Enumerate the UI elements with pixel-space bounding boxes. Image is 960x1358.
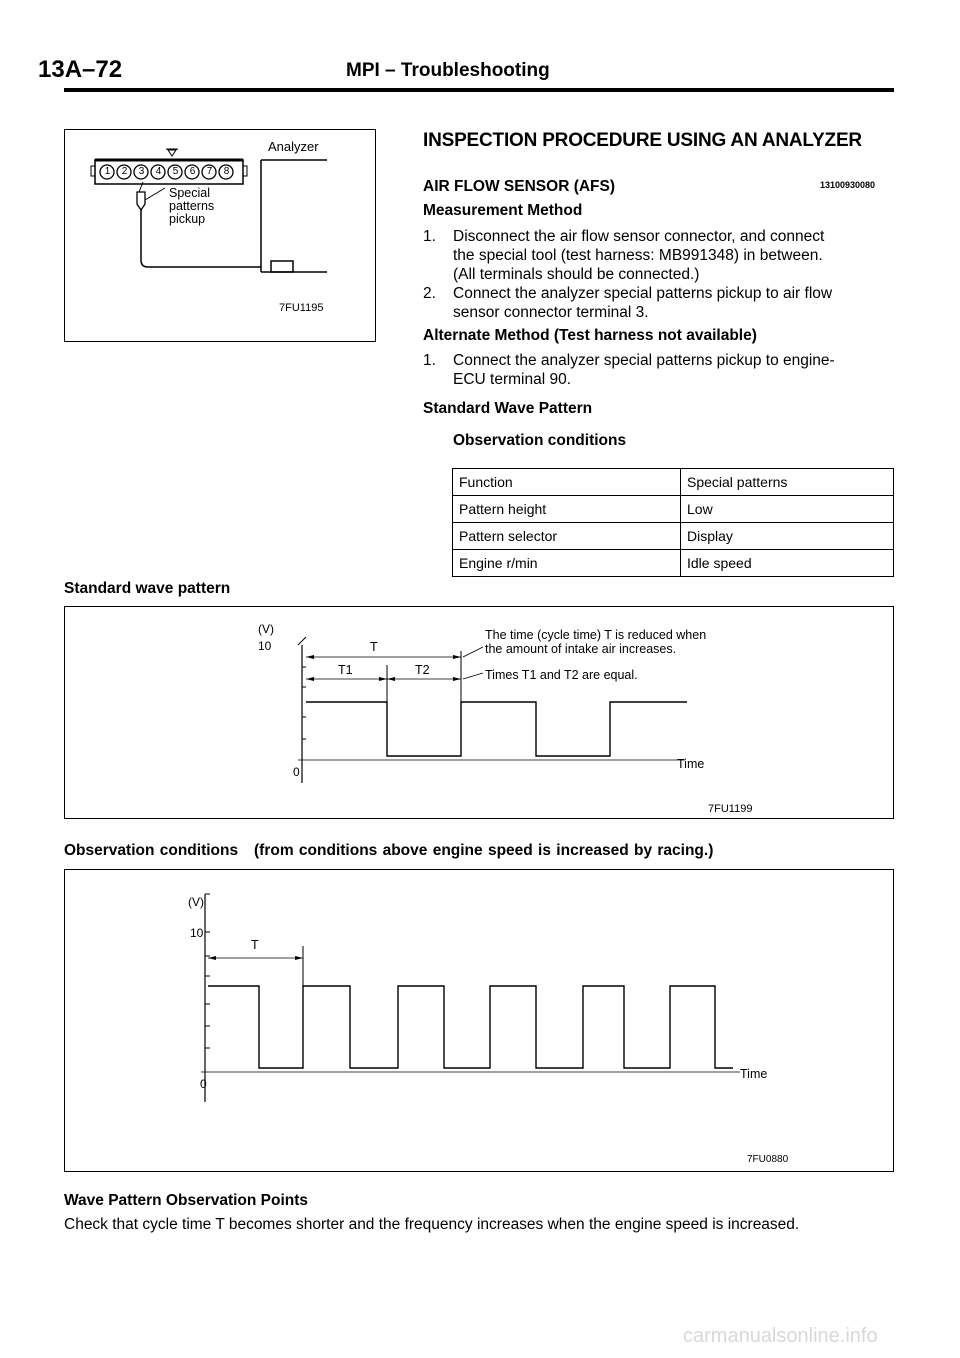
table-cell: Pattern selector: [453, 523, 681, 550]
wave2-y-zero: 0: [200, 1077, 207, 1091]
table-cell: Low: [681, 496, 894, 523]
header-rule: [64, 88, 894, 92]
step-number: 1.: [423, 352, 436, 369]
step-line: the special tool (test harness: MB991348) in between.: [453, 247, 823, 264]
wave1-y-unit: (V): [258, 622, 274, 636]
wave2-t-label: T: [251, 938, 259, 952]
page-number: 13A–72: [38, 56, 123, 83]
step-line: (All terminals should be connected.): [453, 266, 700, 283]
table-row: [453, 550, 894, 577]
table-cell: Function: [453, 469, 681, 496]
wave1-y-zero: 0: [293, 765, 300, 779]
table-cell: Pattern height: [453, 496, 681, 523]
connector-pin-labels: [96, 166, 246, 177]
standard-wave-figure: [64, 606, 894, 819]
measurement-steps: [423, 227, 897, 322]
wave1-t1-label: T1: [338, 663, 353, 677]
points-text: Check that cycle time T becomes shorter and the frequency increases when the engine speed is increased.: [64, 1216, 800, 1233]
section-title: INSPECTION PROCEDURE USING AN ANALYZER: [423, 130, 862, 151]
pickup-label-line: Special: [169, 186, 210, 200]
wave1-caption: Standard wave pattern: [64, 580, 231, 597]
step-line: Connect the analyzer special patterns pickup to engine-: [453, 352, 835, 369]
measurement-heading: Measurement Method: [423, 202, 583, 219]
pin-6: 6: [189, 166, 196, 177]
wave2-y-max: 10: [190, 926, 204, 940]
figure-code: 7FU1195: [279, 302, 324, 314]
step-item: [423, 351, 897, 389]
table-cell: Special patterns: [681, 469, 894, 496]
racing-wave-figure: [64, 869, 894, 1172]
step-item: [423, 284, 897, 322]
wave1-code: 7FU1199: [708, 803, 753, 815]
wave2-code: 7FU0880: [747, 1154, 789, 1165]
wave1-note-line: The time (cycle time) T is reduced when: [485, 628, 707, 642]
wave2-y-unit: (V): [188, 895, 204, 909]
standard-heading: Standard Wave Pattern: [423, 400, 593, 417]
step-number: 2.: [423, 285, 436, 302]
step-line: sensor connector terminal 3.: [453, 304, 649, 321]
step-number: 1.: [423, 228, 436, 245]
table-row: [453, 469, 894, 496]
wave1-note-line: the amount of intake air increases.: [485, 642, 677, 656]
table-cell: Display: [681, 523, 894, 550]
table-cell: Idle speed: [681, 550, 894, 577]
alternate-heading: Alternate Method (Test harness not available): [423, 327, 757, 344]
connection-diagram: [65, 130, 375, 341]
analyzer-label: Analyzer: [268, 139, 319, 154]
step-item: [423, 227, 897, 284]
wave1-plot: [65, 607, 893, 818]
wave1-t-label: T: [370, 640, 378, 654]
step-line: Disconnect the air flow sensor connector, and connect: [453, 228, 825, 245]
pin-1: 1: [104, 166, 111, 177]
step-line: Connect the analyzer special patterns pickup to air flow: [453, 285, 833, 302]
watermark: carmanualsonline.info: [683, 1325, 878, 1347]
wave1-x-label: Time: [677, 757, 705, 771]
pin-4: 4: [155, 166, 162, 177]
wave1-note-equal: Times T1 and T2 are equal.: [485, 668, 638, 682]
conditions-table: [452, 468, 894, 577]
wave1-note: [485, 628, 706, 656]
step-line: ECU terminal 90.: [453, 371, 572, 388]
pin-7: 7: [206, 166, 213, 177]
table-row: [453, 496, 894, 523]
wave2-x-label: Time: [740, 1067, 768, 1081]
pickup-label-line: pickup: [169, 212, 206, 226]
wave1-y-max: 10: [258, 639, 272, 653]
pin-8: 8: [223, 166, 230, 177]
analyzer-connection-figure: [64, 129, 376, 342]
pickup-label-line: patterns: [169, 199, 215, 213]
pin-2: 2: [121, 166, 128, 177]
table-cell: Engine r/min: [453, 550, 681, 577]
wave2-caption: Observation conditions (from conditions above engine speed is increased by racing.): [64, 842, 714, 859]
alternate-steps: [423, 351, 897, 389]
section-code: 13100930080: [820, 180, 876, 190]
pin-3: 3: [138, 166, 145, 177]
observation-heading: Observation conditions: [453, 432, 627, 449]
page-title: MPI – Troubleshooting: [346, 60, 550, 81]
pickup-label: [169, 187, 214, 226]
pin-5: 5: [172, 166, 179, 177]
wave1-t2-label: T2: [415, 663, 430, 677]
wave2-plot: [65, 870, 893, 1171]
table-row: [453, 523, 894, 550]
points-heading: Wave Pattern Observation Points: [64, 1192, 309, 1209]
sensor-heading: AIR FLOW SENSOR (AFS): [423, 178, 616, 195]
